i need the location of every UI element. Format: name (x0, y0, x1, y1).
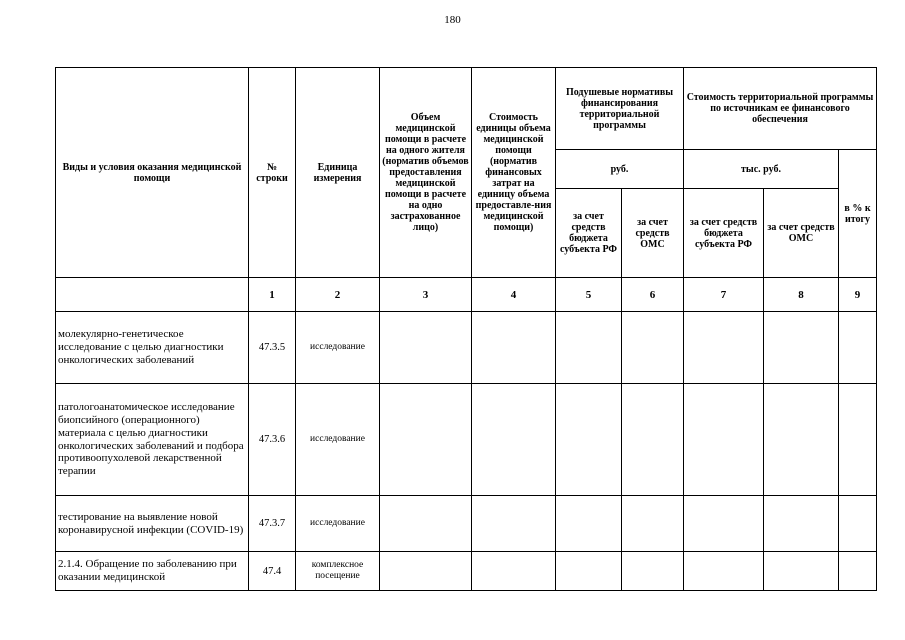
column-number-empty (56, 278, 249, 312)
header-line-number: № строки (249, 68, 296, 278)
row-line-number: 47.3.5 (249, 312, 296, 384)
table-row (56, 552, 877, 591)
header-sub-col6: за счет средств ОМС (622, 189, 684, 278)
row-unit: исследование (296, 384, 380, 496)
row-unit: исследование (296, 496, 380, 552)
medical-care-table (55, 67, 877, 591)
column-number: 8 (764, 278, 839, 312)
row-care-type: патологоанатомическое исследование биопсийного (операционного) материала с целью диагностики онкологических заболеваний и подбора противоопухолевой лекарственной терапии (56, 384, 249, 496)
table-row (56, 384, 877, 496)
header-program-cost-group: Стоимость территориальной программы по источникам ее финансового обеспечения (684, 68, 877, 150)
row-unit: исследование (296, 312, 380, 384)
column-numbers-row (56, 278, 877, 312)
row-line-number: 47.3.7 (249, 496, 296, 552)
header-sub-col7: за счет средств бюджета субъекта РФ (684, 189, 764, 278)
header-unit-cost: Стоимость единицы объема медицинской помощи (норматив финансовых затрат на единицу объема предоставле-ния медицинской помощи) (472, 68, 556, 278)
header-unit: Единица измерения (296, 68, 380, 278)
header-sub-col8: за счет средств ОМС (764, 189, 839, 278)
column-number: 1 (249, 278, 296, 312)
column-number: 7 (684, 278, 764, 312)
table-row (56, 312, 877, 384)
page-number: 180 (444, 14, 461, 26)
column-number: 9 (839, 278, 877, 312)
header-percent-total: в % к итогу (839, 150, 877, 278)
column-number: 3 (380, 278, 472, 312)
column-number: 2 (296, 278, 380, 312)
table-row (56, 496, 877, 552)
header-thous-rub: тыс. руб. (684, 150, 839, 189)
row-unit: комплексное посещение (296, 552, 380, 591)
column-number: 4 (472, 278, 556, 312)
header-per-capita-group: Подушевые нормативы финансирования территориальной программы (556, 68, 684, 150)
header-care-type: Виды и условия оказания медицинской помощи (56, 68, 249, 278)
header-rub: руб. (556, 150, 684, 189)
column-number: 6 (622, 278, 684, 312)
row-care-type: тестирование на выявление новой коронавирусной инфекции (COVID-19) (56, 496, 249, 552)
column-number: 5 (556, 278, 622, 312)
header-volume: Объем медицинской помощи в расчете на одного жителя (норматив объемов предоставления медицинской помощи в расчете на одно застрахованное лицо) (380, 68, 472, 278)
row-care-type: молекулярно-генетическое исследование с целью диагностики онкологических заболеваний (56, 312, 249, 384)
row-line-number: 47.4 (249, 552, 296, 591)
header-sub-col5: за счет средств бюджета субъекта РФ (556, 189, 622, 278)
row-care-type: 2.1.4. Обращение по заболеванию при оказании медицинской (56, 552, 249, 591)
row-line-number: 47.3.6 (249, 384, 296, 496)
